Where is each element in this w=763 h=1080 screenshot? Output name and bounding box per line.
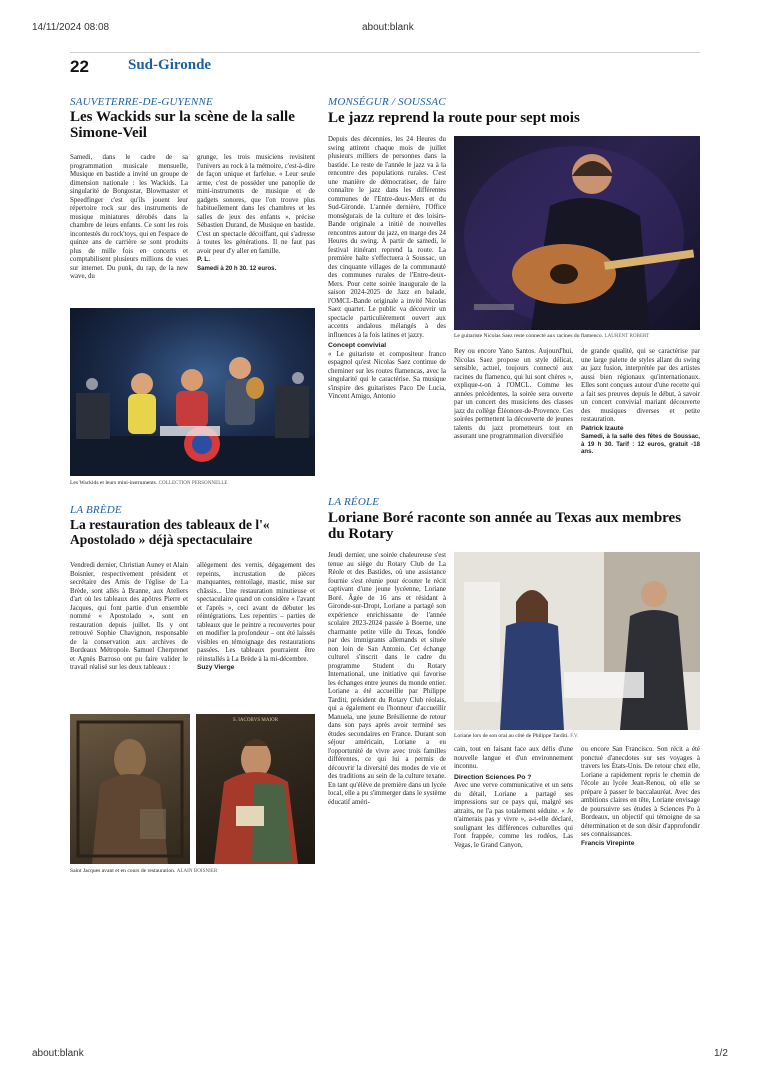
apostolado-photo-before bbox=[70, 714, 190, 864]
rotary-headline: Loriane Boré raconte son année au Texas aux membres du Rotary bbox=[328, 510, 682, 543]
jazz-text-3: de grande qualité, qui se caractérise par une large palette de styles allant du swing au jazz fusion, interprétée par des artistes aussi bien régionaux qu'internationaux. Elles sont conçues autour d'une recette qui a fait ses preuves depuis le début, à savoir un concert convivial mariant découverte des musiques diverses et petite restauration. bbox=[581, 348, 700, 423]
apostolado-caption-text: Saint Jacques avant et en cours de restauration. bbox=[70, 868, 176, 874]
page-number: 22 bbox=[70, 57, 89, 76]
jazz-text-1: Depuis des décennies, les 24 Heures du swing attirent chaque mois de juillet plusieurs milliers de personnes dans la bastide. Le reste de l'année le jazz va à la rencontre des populations rurales. C'est une manière de démocratiser, de faire connaître le jazz dans les différentes communes de l'Entre-deux-Mers et du Sud-Gironde. L'année dernière, l'Office monségurais de la culture et des loisirs-Bande originale a initié de nouvelles rencontres autour du jazz, en marge des 24 Heures du swing. À partir de samedi, le festival itinérant reprend la route. La première halte s'effectuera à Soussac, un des cinquante villages de la communauté des communes rurales de l'Entre-deux-Mers. Pour cette soirée inaugurale de la saison 2024-2025 de Jazz en balade, l'OMCL-Bande originale a invité Nicolas Saez quartet. Le public va découvrir un spectacle particulièrement ouvert aux accents andalous mélangés à des influences à la fois latines et jazzy. bbox=[328, 136, 446, 339]
apostolado-kicker: LA BRÈDE bbox=[70, 504, 122, 516]
apostolado-text-1: Vendredi dernier, Christian Auney et Alain Boisnier, respectivement président et secrétaire des Amis de l'église de La Brède, sont allés à Branne, aux Ateliers d'art où les tableaux des apôtres Pierre et Jacques, qui font partie d'un ensemble nommé « Apostolado », sont en restauration depuis juillet. Ils y ont retrouvé Sophie Chavignon, responsable de la conservation aux archives de Bordeaux Métropole. Samuel Cherprenet et Agnès Barroso ont pu faire valider le travail réalisé sur les deux tableaux : bbox=[70, 562, 188, 671]
wackids-col1 bbox=[70, 154, 188, 304]
rotary-signature: Francis Virepinte bbox=[581, 839, 635, 847]
apostolado-col1 bbox=[70, 562, 188, 710]
wackids-photo-art bbox=[70, 308, 315, 476]
print-title: about:blank bbox=[362, 22, 414, 33]
rotary-kicker: LA RÉOLE bbox=[328, 496, 380, 508]
wackids-caption-credit: COLLECTION PERSONNELLE bbox=[158, 480, 228, 486]
apostolado-col2 bbox=[197, 562, 315, 710]
wackids-caption bbox=[70, 480, 315, 486]
top-rule bbox=[70, 52, 700, 53]
jazz-caption-text: Le guitariste Nicolas Saez reste connecté aux racines du flamenco. bbox=[454, 333, 604, 339]
section-title: Sud-Gironde bbox=[128, 57, 212, 73]
wackids-kicker: SAUVETERRE-DE-GUYENNE bbox=[70, 96, 213, 108]
jazz-caption-credit: LAURENT ROBERT bbox=[604, 333, 650, 339]
rotary-photo bbox=[454, 552, 700, 730]
rotary-col3 bbox=[581, 746, 700, 886]
wackids-photo bbox=[70, 308, 315, 476]
rotary-caption bbox=[454, 733, 700, 739]
wackids-headline: Les Wackids sur la scène de la salle Simone-Veil bbox=[70, 109, 295, 142]
wackids-caption-text: Les Wackids et leurs mini-instruments. bbox=[70, 480, 158, 486]
rotary-text-1: Jeudi dernier, une soirée chaleureuse s'est tenue au siège du Rotary Club de La Réole et des Bastides, où une assistance fournie s'est réunie pour écouter le récit captivant d'une jeune lycéenne, Loriane Boré. Âgée de 16 ans et résidant à Gironde-sur-Dropt, Loriane a partagé son expérience enrichissante de l'année scolaire 2023-2024 passée à Boerne, une charmante petite ville du Texas, fondée par des immigrants allemands et située non loin de San Antonio. Cet échange culturel s'inscrit dans le cadre du programme Student du Rotary International, une initiative qui favorise les échanges entre jeunes du monde entier. Loriane a été accueillie par Philippe Tarditi, président du Rotary Club réolais, qui a également eu l'honneur d'accueillir Manuela, une jeune Brésilienne de retour dans son pays après avoir terminé ses études secondaires en France. Durant son séjour américain, Loriane a eu l'opportunité de vivre avec trois familles différentes, ce qui lui a permis de découvrir la diversité des modes de vie et des traditions au sein de la culture texane. En tant qu'élève de première dans un lycée local, elle a pu s'immerger dans le système éducatif améri- bbox=[328, 552, 446, 806]
rotary-col2 bbox=[454, 746, 573, 886]
jazz-col1 bbox=[328, 136, 446, 536]
print-page-count: 1/2 bbox=[714, 1048, 728, 1059]
print-footer-url: about:blank bbox=[32, 1048, 84, 1059]
apostolado-photo-during bbox=[196, 714, 315, 864]
rotary-subhead: Direction Sciences Po ? bbox=[454, 773, 532, 781]
wackids-col2 bbox=[197, 154, 315, 304]
painting-before-art bbox=[70, 714, 190, 864]
apostolado-caption bbox=[70, 868, 315, 874]
rotary-caption-credit: F.V. bbox=[570, 733, 579, 739]
jazz-subhead: Concept convivial bbox=[328, 342, 387, 349]
apostolado-signature: Suzy Vierge bbox=[197, 664, 235, 671]
jazz-text-1b: « Le guitariste et compositeur franco espagnol qu'est Nicolas Saez continue de cheminer sur les routes flamencas, avec la singularité qui le caractérise. Sa musique s'inspire des guitaristes Paco De Lucia, Vincent Amigo, Antonio bbox=[328, 350, 446, 400]
jazz-kicker: MONSÉGUR / SOUSSAC bbox=[328, 96, 446, 108]
rotary-col1 bbox=[328, 552, 446, 882]
newspaper-page bbox=[70, 52, 700, 902]
rotary-text-2: cain, tout en faisant face aux défis d'une nouvelle langue et d'un environnement inconnu. bbox=[454, 746, 573, 770]
painting-during-art bbox=[196, 714, 315, 864]
print-datetime: 14/11/2024 08:08 bbox=[32, 22, 110, 33]
rotary-caption-text: Loriane lors de son oral au côté de Philippe Tarditi. bbox=[454, 733, 569, 739]
apostolado-text-2: allègement des vernis, dégagement des repeints, incrustation de pièces manquantes, rentoilage, mastic, mise sur châssis... Une restauration minutieuse et spectaculaire quand on considère « l'avant et l'après », ceci avant de débuter les réintégrations. Les repentirs – parties de tableaux que le peintre a recouvertes pour en modifier la profondeur – ont été laissés visibles en témoignage des restaurations passées. Les tableaux pourraient être réinstallés à La Brède à la mi-décembre. bbox=[197, 562, 315, 663]
painting-label: S. IACOBVS MAIOR bbox=[232, 718, 279, 723]
rotary-photo-art bbox=[454, 552, 700, 730]
jazz-photo-art bbox=[454, 136, 700, 330]
jazz-caption bbox=[454, 333, 700, 339]
jazz-headline: Le jazz reprend la route pour sept mois bbox=[328, 110, 580, 126]
rotary-text-2b: Avec une verve communicative et un sens du détail, Loriane a partagé ses impressions sur ce pays qui, malgré ses attraits, ne l'a pas totalement séduite. « Je n'aimerais pas y vivre », a-t-elle déclaré, soulignant les différences culturelles qui l'ont frappée, comme les rodéos, Las Vegas, le Grand Canyon, bbox=[454, 782, 573, 849]
jazz-signature: Patrick Izaute bbox=[581, 424, 624, 432]
wackids-info: Samedi à 20 h 30. 12 euros. bbox=[197, 264, 277, 272]
apostolado-caption-credit: ALAIN BOISNIER bbox=[176, 868, 218, 874]
jazz-photo bbox=[454, 136, 700, 330]
jazz-info: Samedi, à la salle des fêtes de Soussac, à 19 h 30. Tarif : 12 euros, gratuit -18 ans. bbox=[581, 433, 700, 456]
apostolado-headline: La restauration des tableaux de l'« Apostolado » déjà spectaculaire bbox=[70, 517, 270, 547]
wackids-signature: P. L. bbox=[197, 256, 211, 263]
wackids-text-2: grunge, les trois musiciens revisitent l'univers au rock à la mémoire, c'est-à-dire de façon unique et farfelue. « Leur seule arme, c'est de posséder une panoplie de mini-instruments de musique et de gadgets sonores, que l'on trouve plus habituellement dans les chambres et les salles de jeux des enfants », précise Sébastien Durand, de Musique en bastide. C'est un spectacle décoiffant, qui s'adresse à toutes les générations. Il ne faut pas avoir peur d'y aller en famille. bbox=[197, 154, 315, 255]
wackids-text-1: Samedi, dans le cadre de sa programmation musicale mensuelle, Musique en bastide a invité un groupe de dimension nationale : les Wackids. La singularité de Bongostar, Blowmaster et Speedfinger c'est qu'ils jouent leur répertoire rock sur des instruments de musique miniatures dérobés dans la chambre de leurs enfants. Ce sont les rois incontestés du rock'toys, qui en l'espace de quinze ans de carrière se sont produits plus de mille fois en concerts et comptabilisent plusieurs millions de vues sur internet. Du punk, du rap, de la new wave, du bbox=[70, 154, 188, 280]
jazz-text-2: Rey ou encore Yano Santos. Aujourd'hui, Nicolas Saez propose un style délicat, sensible, actuel, toujours connecté aux racines du flamenco, qui lui sont chères », explique-t-on à l'OMCL. Comme les années précédentes, la soirée sera ouverte par un concert des musiciens des classes jazz du collège Éléonore-de-Provence. Ces soirées permettent la découverte de jeunes talents du jazz prometteurs tout en assurant une programmation diversifiée bbox=[454, 348, 573, 440]
rotary-text-3: ou encore San Francisco. Son récit a été ponctué d'anecdotes sur ses voyages à travers les États-Unis. De retour chez elle, Loriane a rapidement repris le chemin de l'école au lycée Jean-Renou, où elle se prépare à passer le baccalauréat. Avec des ambitions claires en tête, Loriane envisage de poursuivre ses études à Sciences Po à Bordeaux, un objectif qui témoigne de sa détermination et de son désir d'approfondir ses connaissances. bbox=[581, 746, 700, 838]
